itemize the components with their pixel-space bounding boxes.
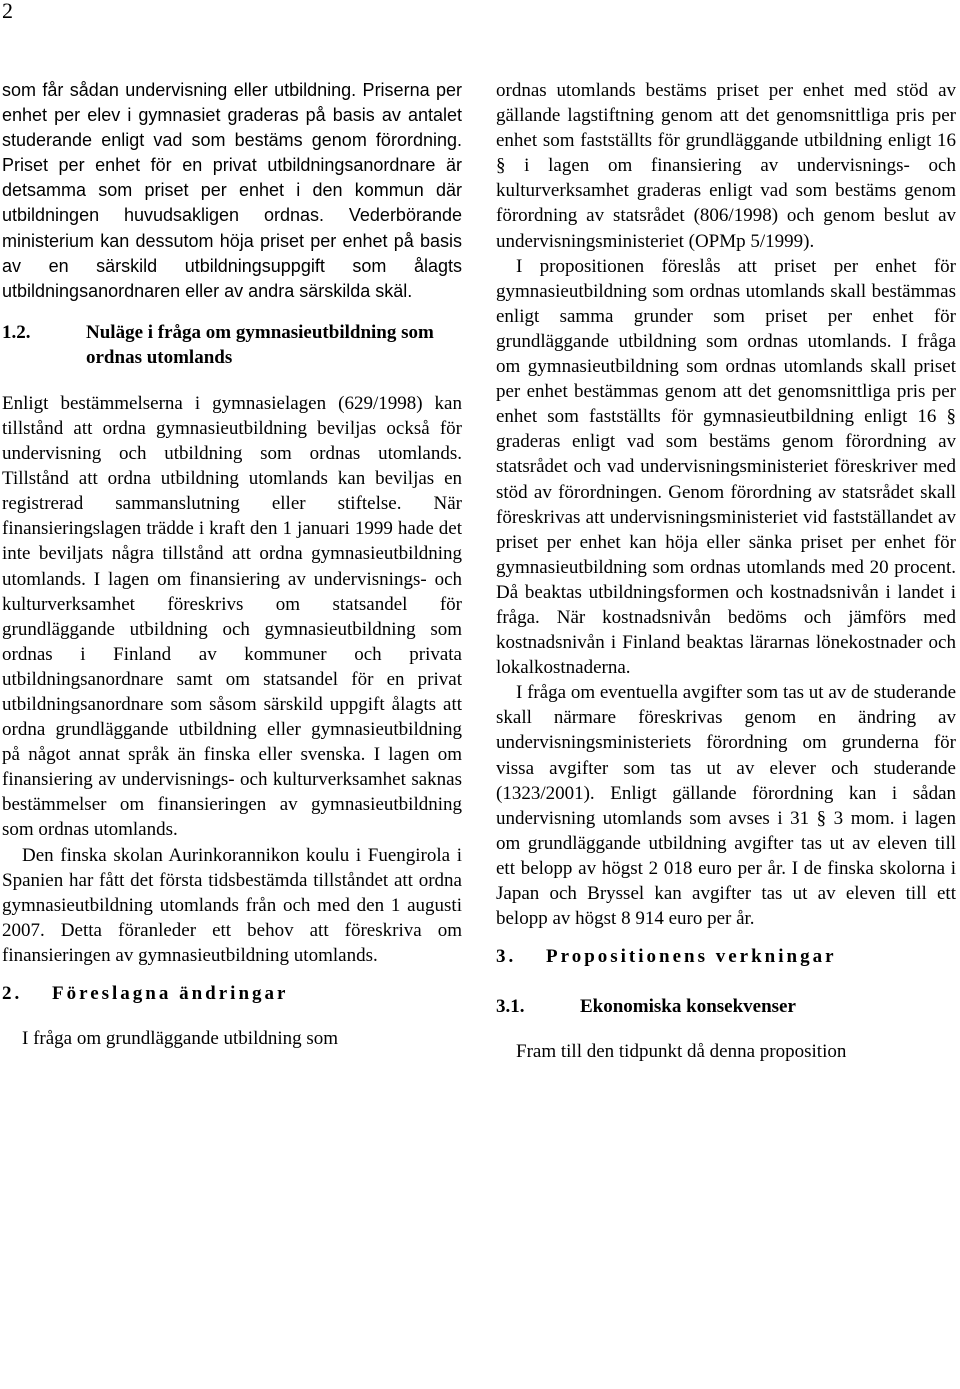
page-number: 2 <box>2 0 13 23</box>
heading-1-2-title: Nuläge i fråga om gymnasieutbildning som ordnas utomlands <box>86 321 434 368</box>
heading-1-2-number: 1.2. <box>2 321 31 343</box>
heading-3-1-number: 3.1. <box>496 996 525 1018</box>
paragraph-proposal-price: I propositionen föreslås att priset per enhet för gymnasieutbildning som ordnas utomlands skall bestämmas enligt samma grunder som priset per enhet för grundläggande utbildning som ordnas utomlands. I fråga om gymnasieutbildning som ordnas utomlands skall priset per enhet bestämmas genom att det genomsnittliga pris per enhet som fastställts för gymnasieutbildning enligt 16 § graderas enligt vad som bestäms genom förordning av statsrådet och vad undervisningsministeriet föreskriver med stöd av förordningen. Genom förordning av statsrådet skall föreskrivas att undervisningsministeriet vid fastställandet av priset per enhet kan höja eller sänka priset per enhet för gymnasieutbildning som ordnas utomlands med 20 procent. Då beaktas utbildningsformen och kostnadsnivån i landet i fråga. När kostnadsnivån bedöms och jämförs med kostnadsnivån i Finland beaktas lärarnas lönekostnader och lokalkostnaderna. <box>496 255 956 679</box>
left-column <box>2 78 462 1051</box>
heading-3-title: Propositionens verkningar <box>546 946 837 968</box>
paragraph-finnish-school-spain: Den finska skolan Aurinkorannikon koulu i Fuengirola i Spanien har fått det första tidsbestämda tillståndet att ordna gymnasieutbildning utomlands från och med den 1 augusti 2007. Detta föranleder ett behov att föreskriva om finansieringen av gymnasieutbildning utomlands. <box>2 844 462 966</box>
heading-3-number: 3. <box>496 946 517 968</box>
right-column <box>496 78 956 1064</box>
heading-3-1-title: Ekonomiska konsekvenser <box>580 996 796 1018</box>
paragraph-pricing-continued: som får sådan undervisning eller utbildning. Priserna per enhet per elev i gymnasiet graderas på basis av antalet studerande enligt vad som bestäms genom förordning. Priset per enhet för en privat utbildningsanordnare är detsamma som priset per enhet i den kommun där utbildningen huvudsakligen ordnas. Vederbörande ministerium kan dessutom höja priset per enhet på basis av en särskild utbildningsuppgift som ålagts utbildningsanordnaren eller av andra särskilda skäl. <box>2 80 462 301</box>
heading-2-title: Föreslagna ändringar <box>52 983 289 1004</box>
paragraph-fees: I fråga om eventuella avgifter som tas ut av de studerande skall närmare föreskrivas genom en ändring av undervisningsministeriets förordning om grunderna för vissa avgifter som tas ut av elever och studerande (1323/2001). Enligt gällande förordning kan i sådan undervisning utomlands som avses i 31 § 3 mom. i lagen om grundläggande utbildning avgifter tas ut av eleven till ett belopp av högst 2 018 euro per år. I de finska skolorna i Japan och Bryssel kan avgifter tas ut av eleven till ett belopp av högst 8 914 euro per år. <box>496 682 956 930</box>
heading-2 <box>2 981 462 1006</box>
heading-2-number: 2. <box>2 983 23 1004</box>
heading-3 <box>496 944 956 969</box>
paragraph-current-situation: Enligt bestämmelserna i gymnasielagen (629/1998) kan tillstånd att ordna gymnasieutbildning beviljas också för undervisning och utbildning som ordnas utomlands. Tillstånd att ordna utbildning utomlands kan beviljas en registrerad sammanslutning eller stiftelse. När finansieringslagen trädde i kraft den 1 januari 1999 hade det inte beviljats några tillstånd att ordna gymnasieutbildning utomlands. I lagen om finansiering av undervisnings- och kulturverksamhet föreskrivs om statsandel för grundläggande utbildning och gymnasieutbildning som ordnas i Finland av kommuner och privata utbildningsanordnare samt om statsandel för en privat utbildningsanordnare som såsom särskild uppgift ålagts att ordna grundläggande utbildning eller gymnasieutbildning på något annat språk än finska eller svenska. I lagen om finansiering av undervisnings- och kulturverksamhet saknas bestämmelser om finansieringen av gymnasieutbildning som ordnas utomlands. <box>2 392 462 841</box>
paragraph-economic-consequences: Fram till den tidpunkt då denna proposition <box>516 1041 847 1063</box>
paragraph-basic-education-price: ordnas utomlands bestäms priset per enhet med stöd av gällande lagstiftning genom att det genomsnittliga pris per enhet som fastställts för grundläggande utbildning enligt 16 § i lagen om finansiering av undervisnings- och kulturverksamhet graderas enligt vad som bestäms genom förordning av statsrådet (806/1998) och genom beslut av undervisningsministeriet (OPMp 5/1999). <box>496 80 956 252</box>
heading-1-2 <box>2 320 462 370</box>
paragraph-proposed-changes: I fråga om grundläggande utbildning som <box>22 1028 339 1050</box>
heading-3-1 <box>496 994 956 1019</box>
